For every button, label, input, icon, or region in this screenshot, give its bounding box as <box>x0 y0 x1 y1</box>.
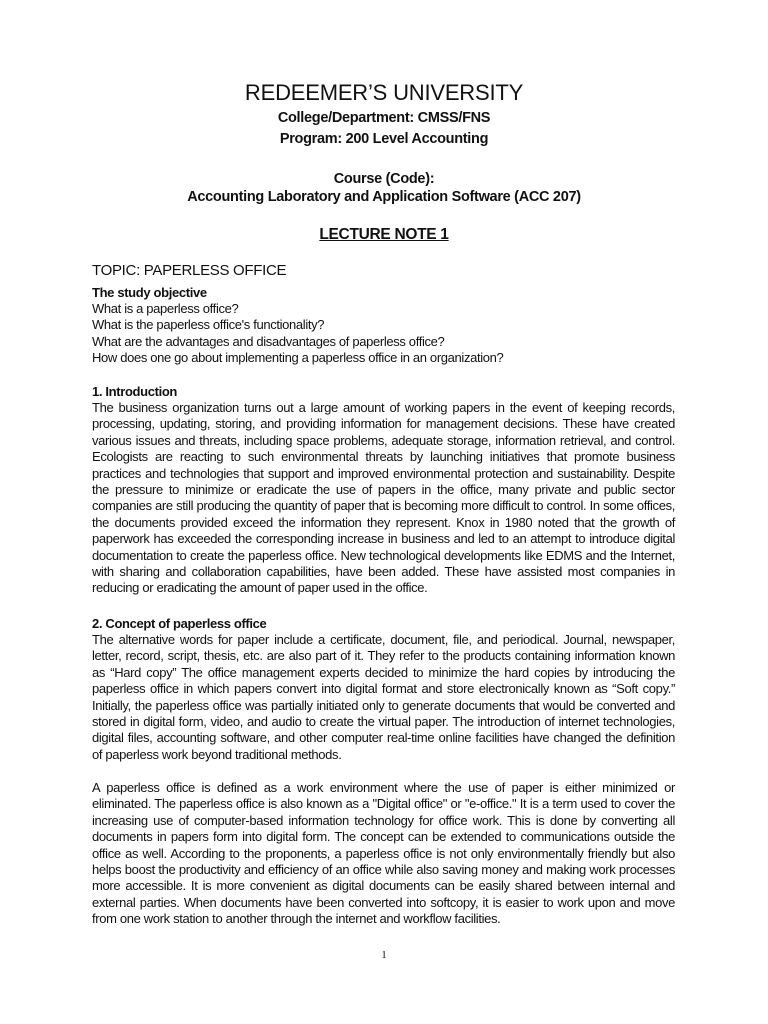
concept-heading: 2. Concept of paperless office <box>92 616 267 631</box>
course-title: Accounting Laboratory and Application Software (ACC 207) <box>187 189 581 205</box>
definition-paragraph: A paperless office is defined as a work environment where the use of paper is either minimized or eliminated. The paperless office is also known as a "Digital office" or "e-office." It is a term used to cover the increasing use of computer-based information technology for office work. This is done by converting all documents in papers form into digital form. The concept can be extended to communications outside the office as well. According to the proponents, a paperless office is not only environmentally friendly but also helps boost the productivity and efficiency of an office while also saving money and making work processes more accessible. It is more convenient as digital documents can be easily shared between internal and external parties. When documents have been converted into softcopy, it is easier to work upon and move from one work station to another through the internet and workflow facilities. <box>92 780 675 927</box>
course-code-label: Course (Code): <box>333 171 435 187</box>
objectives-list <box>92 301 675 367</box>
program-line: Program: 200 Level Accounting <box>279 131 489 147</box>
objective-item: How does one go about implementing a paperless office in an organization? <box>92 350 504 366</box>
department-line: College/Department: CMSS/FNS <box>277 110 491 126</box>
lecture-note-heading: LECTURE NOTE 1 <box>319 226 449 243</box>
objectives-heading: The study objective <box>92 285 207 300</box>
objective-item: What is the paperless office's functionality? <box>92 317 325 333</box>
introduction-paragraph: The business organization turns out a large amount of working papers in the event of keeping records, processing, updating, storing, and providing information for management decisions. These have created various issues and threats, including space problems, adequate storage, information retrieval, and control. Ecologists are reacting to such environmental threats by launching initiatives that promote business practices and technologies that support and improved environmental protection and sustainability. Despite the pressure to minimize or eradicate the use of papers in the office, many private and public sector companies are still producing the quantity of paper that is becoming more difficult to control. In some offices, the documents provided exceed the information they represent. Knox in 1980 noted that the growth of paperwork has exceeded the corresponding increase in business and led to an attempt to introduce digital documentation to create the paperless office. New technological developments like EDMS and the Internet, with sharing and collaboration capabilities, have been added. These have assisted most companies in reducing or eradicating the amount of paper used in the office. <box>92 400 675 596</box>
topic-heading: TOPIC: PAPERLESS OFFICE <box>92 262 287 279</box>
university-title: REDEEMER’S UNIVERSITY <box>244 80 524 105</box>
concept-paragraph: The alternative words for paper include a certificate, document, file, and periodical. Journal, newspaper, letter, record, script, thesis, etc. are also part of it. They refer to the products containing information known as “Hard copy” The office management experts decided to minimize the hard copies by introducing the paperless office in which papers convert into digital format and store electronically known as “Soft copy.” Initially, the paperless office was partially initiated only to generate documents that would be converted and stored in digital form, video, and audio to create the virtual paper. The introduction of internet technologies, digital files, accounting software, and other computer real-time online facilities have changed the definition of paperless work beyond traditional methods. <box>92 632 675 762</box>
page-number: 1 <box>381 949 387 961</box>
objective-item: What are the advantages and disadvantages of paperless office? <box>92 333 445 349</box>
introduction-heading: 1. Introduction <box>92 384 178 399</box>
objective-item: What is a paperless office? <box>92 301 239 316</box>
